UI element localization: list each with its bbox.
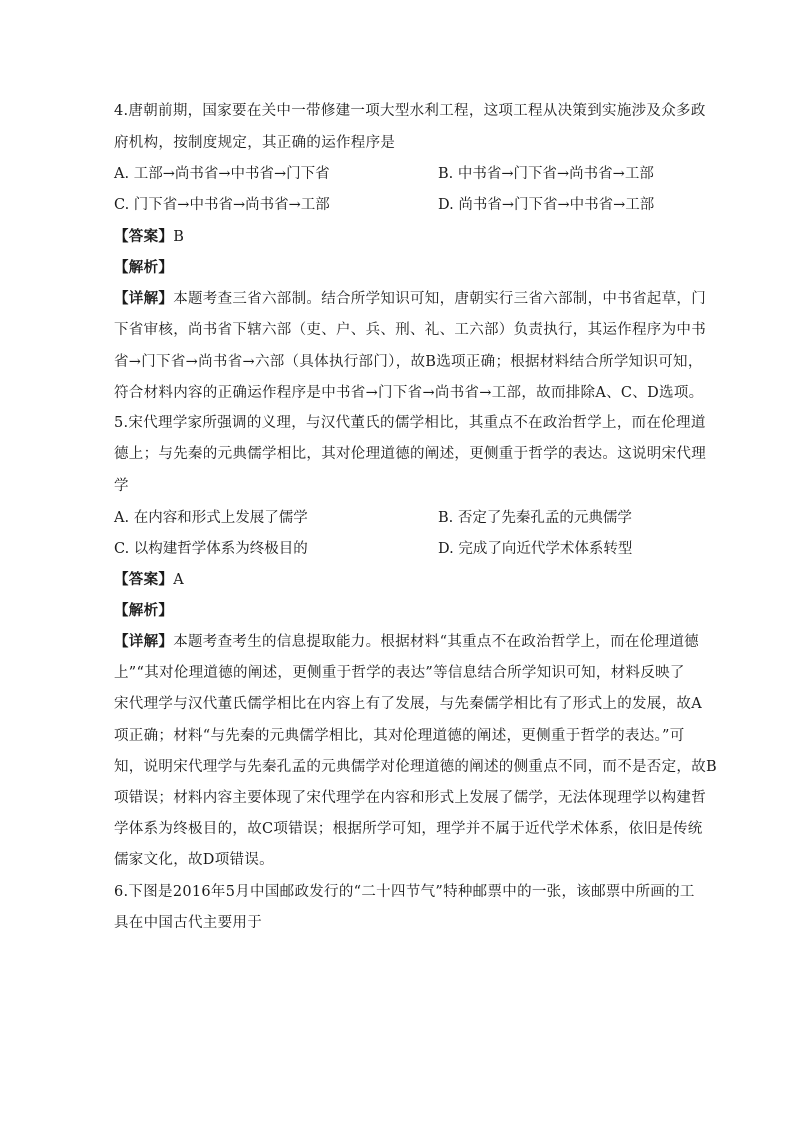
q5-stem-line-3: 学 [114,478,129,494]
analysis-tag: 【解析】 [114,602,174,619]
q4-detail-line-4: 符合材料内容的正确运作程序是中书省→门下省→尚书省→工部，故而排除A、C、D选项。 [114,385,704,401]
q5-detail-line-4: 项正确；材料“与先秦的元典儒学相比，其对伦理道德的阐述，更侧重于哲学的表达。”可 [114,728,685,744]
q4-answer [114,227,694,247]
answer-value: B [173,229,185,245]
q6-stem-line-1: 6.下图是2016年5月中国邮政发行的“二十四节气”特种邮票中的一张，该邮票中所画的工 [114,884,695,900]
q5-detail-line-5: 知，说明宋代理学与先秦孔孟的元典儒学对伦理道德的阐述的侧重点不同，而不是否定，故B [114,759,717,775]
q5-stem-line-2: 德上；与先秦的元典儒学相比，其对伦理道德的阐述，更侧重于哲学的表达。这说明宋代理 [114,446,706,462]
answer-value: A [173,572,184,588]
q5-detail-line-2: 上”“其对伦理道德的阐述，更侧重于哲学的表达”等信息结合所学知识可知，材料反映了 [114,665,685,681]
q4-option-d: D. 尚书省→门下省→中书省→工部 [438,197,655,213]
q4-option-a: A. 工部→尚书省→中书省→门下省 [114,166,330,182]
answer-tag: 【答案】 [114,228,174,245]
q4-stem-line-2: 府机构，按制度规定，其正确的运作程序是 [114,135,396,151]
analysis-tag: 【解析】 [114,259,174,276]
answer-tag: 【答案】 [114,571,174,588]
q5-stem-line-1: 5.宋代理学家所强调的义理，与汉代董氏的儒学相比，其重点不在政治哲学上，而在伦理道 [114,415,706,431]
q5-option-a: A. 在内容和形式上发展了儒学 [114,510,308,526]
q5-answer [114,570,694,590]
q5-option-c: C. 以构建哲学体系为终极目的 [114,541,308,557]
q4-detail-line-3: 省→门下省→尚书省→六部（具体执行部门），故B选项正确；根据材料结合所学知识可知， [114,354,703,370]
q6-stem-line-2: 具在中国古代主要用于 [114,915,262,931]
q5-detail-line-3: 宋代理学与汉代董氏儒学相比在内容上有了发展，与先秦儒学相比有了形式上的发展，故A [114,696,702,712]
q5-option-b: B. 否定了先秦孔孟的元典儒学 [438,510,632,526]
detail-tag: 【详解】 [114,290,174,307]
q4-analysis-tag [114,258,694,278]
q4-option-b: B. 中书省→门下省→尚书省→工部 [438,166,654,182]
q5-detail-line-7: 学体系为终极目的，故C项错误；根据所学可知，理学并不属于近代学术体系，依旧是传统 [114,821,703,837]
q5-option-d: D. 完成了向近代学术体系转型 [438,541,633,557]
q4-detail-line-1 [114,289,706,309]
q5-analysis-tag [114,601,694,621]
q4-option-c: C. 门下省→中书省→尚书省→工部 [114,197,330,213]
detail-text: 本题考查考生的信息提取能力。根据材料“其重点不在政治哲学上，而在伦理道德 [173,634,699,650]
q5-detail-line-8: 儒家文化，故D项错误。 [114,852,274,868]
detail-tag: 【详解】 [114,633,174,650]
q5-detail-line-1 [114,632,699,652]
q5-detail-line-6: 项错误；材料内容主要体现了宋代理学在内容和形式上发展了儒学，无法体现理学以构建哲 [114,790,706,806]
detail-text: 本题考查三省六部制。结合所学知识可知，唐朝实行三省六部制，中书省起草，门 [173,291,706,307]
q4-detail-line-2: 下省审核，尚书省下辖六部（吏、户、兵、刑、礼、工六部）负责执行，其运作程序为中书 [114,322,706,338]
q4-stem-line-1: 4.唐朝前期，国家要在关中一带修建一项大型水利工程，这项工程从决策到实施涉及众多政 [114,103,706,119]
